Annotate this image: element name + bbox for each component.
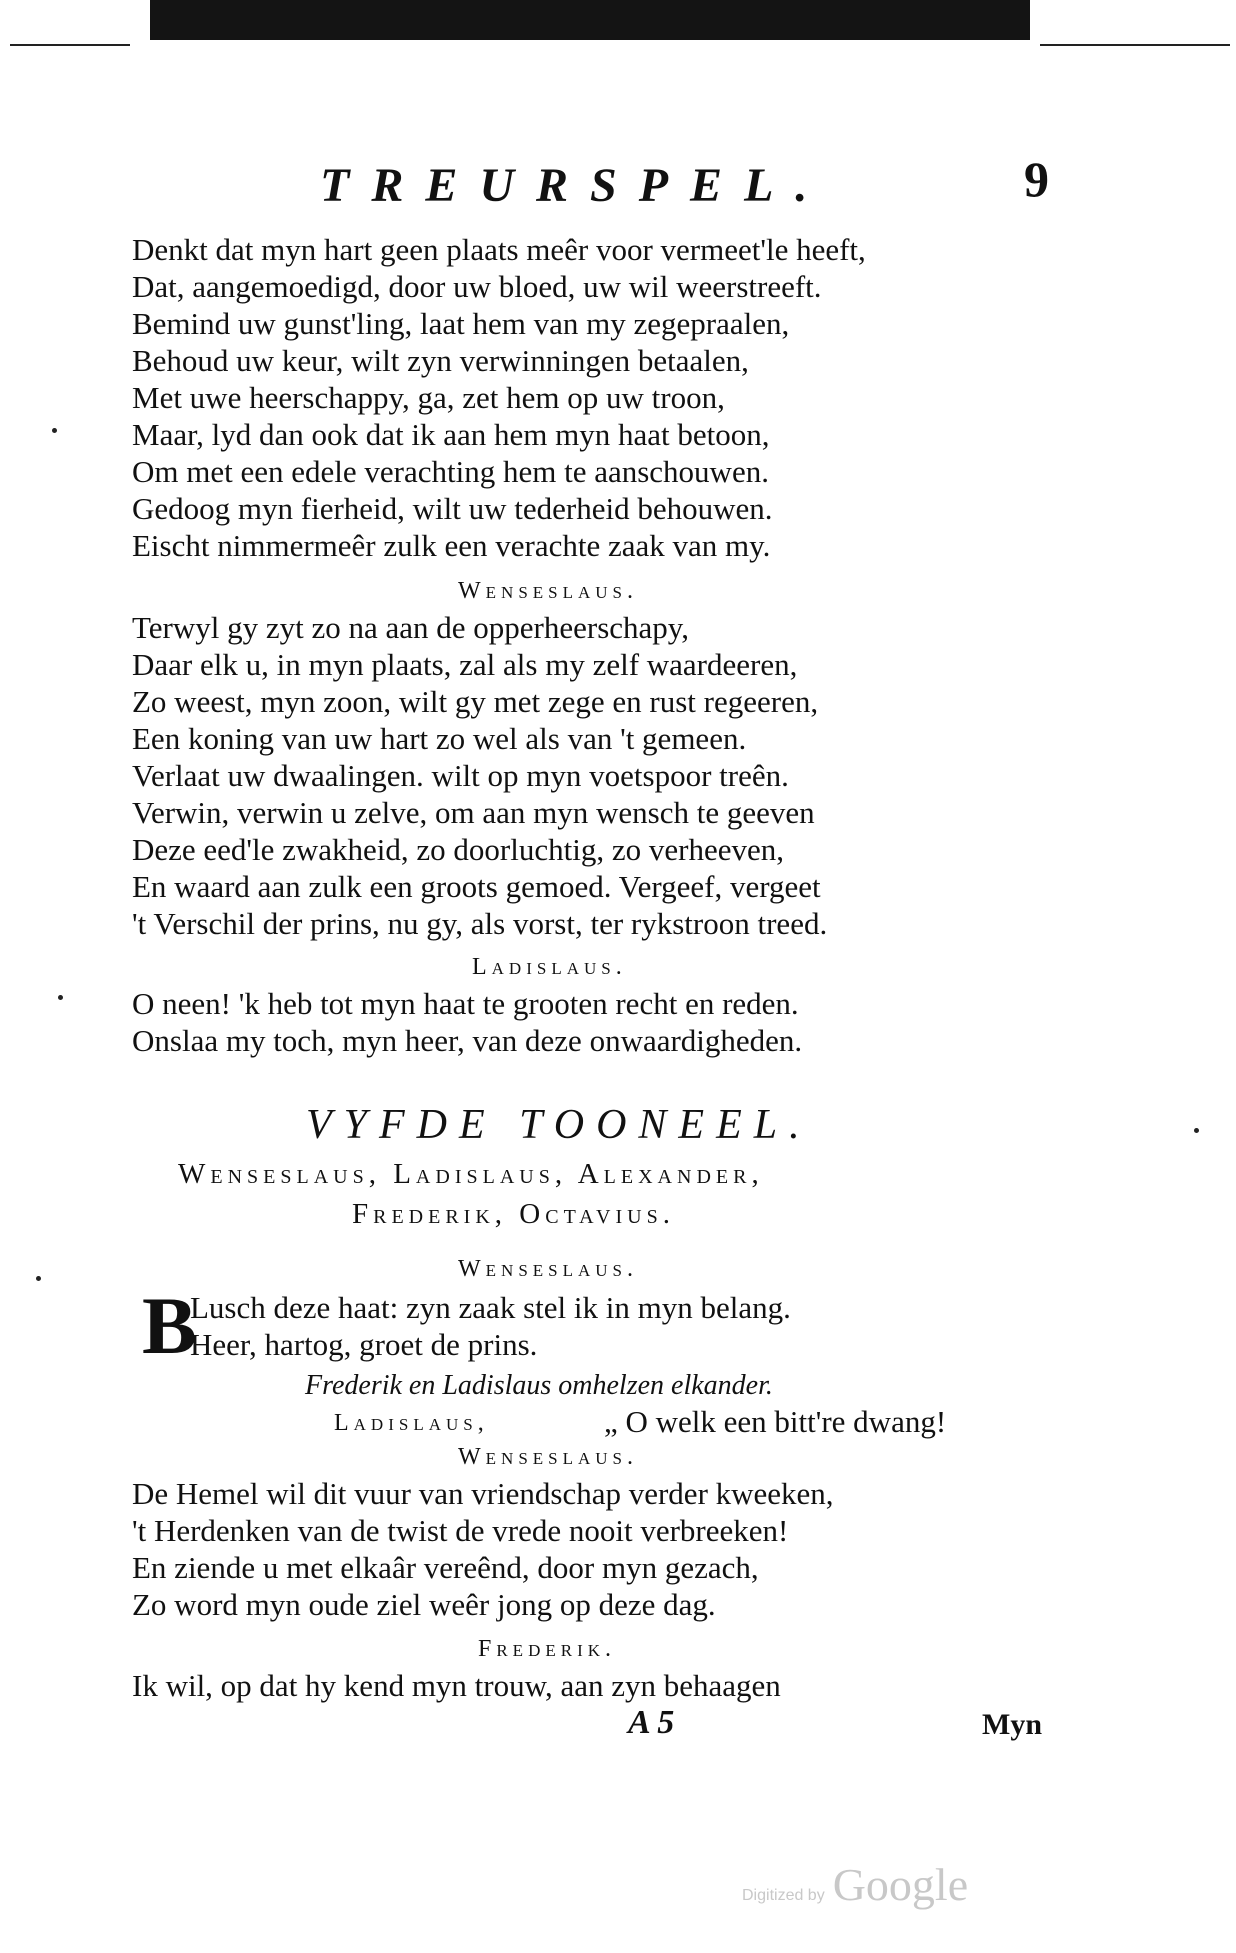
verse-line: De Hemel wil dit vuur van vriendschap verder kweeken, [132, 1476, 834, 1511]
speaker-name: Wenseslaus. [458, 578, 638, 604]
verse-line: Een koning van uw hart zo wel als van 't gemeen. [132, 721, 747, 756]
ink-speck [1194, 1128, 1199, 1133]
stage-direction: Frederik en Ladislaus omhelzen elkander. [305, 1370, 773, 1401]
signature-mark: A 5 [628, 1704, 675, 1741]
watermark-logo-text: Google [832, 1859, 969, 1910]
ink-speck [58, 995, 63, 1000]
verse-line: Lusch deze haat: zyn zaak stel ik in myn belang. [190, 1290, 791, 1325]
digitized-watermark [742, 1858, 968, 1911]
speaker-name: Ladislaus, [334, 1410, 489, 1436]
cast-list: Frederik, Octavius. [352, 1198, 675, 1230]
speaker-name: Wenseslaus. [458, 1444, 638, 1470]
scan-edge-shadow [150, 0, 1030, 40]
running-title: TREURSPEL. [320, 159, 830, 212]
scan-edge-line [1040, 44, 1230, 46]
catchword: Myn [982, 1708, 1042, 1741]
drop-cap: B [142, 1280, 197, 1371]
verse-line: Onslaa my toch, myn heer, van deze onwaardigheden. [132, 1023, 803, 1058]
verse-line: 't Herdenken van de twist de vrede nooit verbreeken! [132, 1513, 789, 1548]
verse-line: Gedoog myn fierheid, wilt uw tederheid behouwen. [132, 491, 773, 526]
verse-line: En ziende u met elkaâr vereênd, door myn gezach, [132, 1550, 759, 1585]
verse-line: Dat, aangemoedigd, door uw bloed, uw wil weerstreeft. [132, 269, 822, 304]
ink-speck [52, 428, 57, 433]
verse-line: Deze eed'le zwakheid, zo doorluchtig, zo verheeven, [132, 832, 784, 867]
ink-speck [36, 1276, 41, 1281]
verse-line: O neen! 'k heb tot myn haat te grooten recht en reden. [132, 986, 799, 1021]
verse-line: Maar, lyd dan ook dat ik aan hem myn haat betoon, [132, 417, 770, 452]
verse-line: Verlaat uw dwaalingen. wilt op myn voetspoor treên. [132, 758, 789, 793]
verse-line: Daar elk u, in myn plaats, zal als my zelf waardeeren, [132, 647, 798, 682]
verse-line: Verwin, verwin u zelve, om aan myn wensch te geeven [132, 795, 815, 830]
speaker-name: Ladislaus. [472, 954, 627, 980]
verse-line: Om met een edele verachting hem te aanschouwen. [132, 454, 769, 489]
verse-line: Denkt dat myn hart geen plaats meêr voor vermeet'le heeft, [132, 232, 866, 267]
verse-line: Behoud uw keur, wilt zyn verwinningen betaalen, [132, 343, 749, 378]
verse-line: Bemind uw gunst'ling, laat hem van my zegepraalen, [132, 306, 790, 341]
verse-line: Met uwe heerschappy, ga, zet hem op uw troon, [132, 380, 725, 415]
speaker-name: Frederik. [478, 1636, 617, 1662]
verse-line: Terwyl gy zyt zo na aan de opperheerschapy, [132, 610, 690, 645]
page-number: 9 [1024, 151, 1049, 207]
verse-line: Heer, hartog, groet de prins. [190, 1327, 538, 1362]
verse-line: En waard aan zulk een groots gemoed. Vergeef, vergeet [132, 869, 821, 904]
verse-line: Zo word myn oude ziel weêr jong op deze dag. [132, 1587, 716, 1622]
verse-line: Eischt nimmermeêr zulk een verachte zaak van my. [132, 528, 771, 563]
verse-line: Zo weest, myn zoon, wilt gy met zege en rust regeeren, [132, 684, 819, 719]
verse-line: „ O welk een bitt're dwang! [604, 1404, 947, 1439]
watermark-small-text: Digitized by [742, 1887, 825, 1904]
scene-title: VYFDE TOONEEL. [306, 1102, 812, 1148]
scan-edge-line [10, 44, 130, 46]
verse-line: Ik wil, op dat hy kend myn trouw, aan zyn behaagen [132, 1668, 781, 1703]
speaker-name: Wenseslaus. [458, 1256, 638, 1282]
verse-line: 't Verschil der prins, nu gy, als vorst, ter rykstroon treed. [132, 906, 828, 941]
cast-list: Wenseslaus, Ladislaus, Alexander, [178, 1158, 764, 1190]
